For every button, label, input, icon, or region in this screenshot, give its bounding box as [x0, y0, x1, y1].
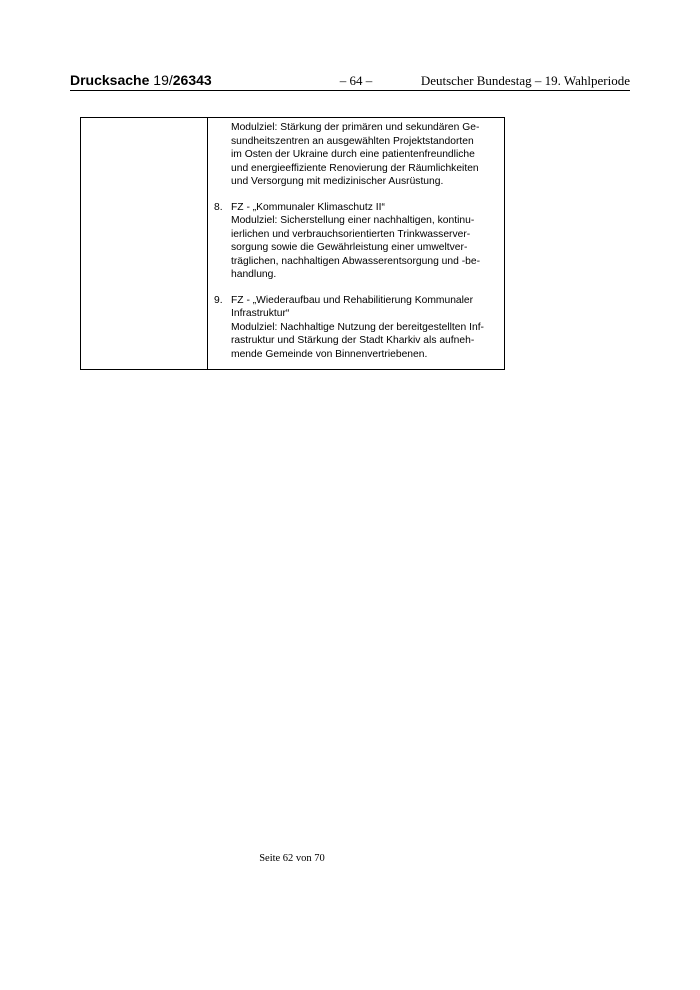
text-line: FZ - „Kommunaler Klimaschutz II“	[231, 201, 385, 213]
list-item	[212, 201, 504, 282]
document-number-prefix: 19/	[153, 72, 173, 88]
item-number: 9.	[214, 294, 223, 306]
text-line: mende Gemeinde von Binnenvertriebenen.	[231, 348, 428, 360]
table-right-cell	[212, 121, 504, 361]
column-divider	[207, 118, 208, 369]
document-number: 26343	[172, 72, 212, 88]
text-line: und energieeffiziente Renovierung der Räumlichkeiten	[231, 162, 479, 174]
text-line: Modulziel: Nachhaltige Nutzung der bereitgestellten Inf-	[231, 321, 484, 333]
text-line: Modulziel: Sicherstellung einer nachhaltigen, kontinu-	[231, 215, 475, 226]
text-line: sorgung sowie die Gewährleistung einer umweltver-	[231, 242, 468, 253]
page-header	[70, 72, 630, 91]
page-footer	[0, 853, 700, 865]
text-line: Infrastruktur“	[231, 308, 290, 319]
text-line: rastruktur und Stärkung der Stadt Kharkiv als aufneh-	[231, 335, 475, 346]
text-line: und Versorgung mit medizinischer Ausrüstung.	[231, 176, 444, 187]
document-label: Drucksache	[70, 72, 150, 88]
page-marker: – 64 –	[339, 73, 373, 88]
institution-label: Deutscher Bundestag – 19. Wahlperiode	[420, 73, 630, 88]
text-line: FZ - „Wiederaufbau und Rehabilitierung Kommunaler	[231, 294, 474, 306]
intro-paragraph	[231, 121, 504, 189]
text-line: ierlichen und verbrauchsorientierten Trinkwasserver-	[231, 228, 471, 240]
content-table	[80, 117, 505, 370]
item-number: 8.	[214, 201, 223, 213]
text-line: Modulziel: Stärkung der primären und sekundären Ge-	[231, 122, 480, 133]
list-item	[212, 294, 504, 362]
text-line: im Osten der Ukraine durch eine patientenfreundliche	[231, 149, 475, 160]
text-line: sundheitszentren an ausgewählten Projektstandorten	[231, 135, 474, 147]
text-line: handlung.	[231, 269, 277, 280]
text-line: träglichen, nachhaltigen Abwasserentsorgung und -be-	[231, 255, 481, 267]
page-count: Seite 62 von 70	[259, 853, 325, 864]
